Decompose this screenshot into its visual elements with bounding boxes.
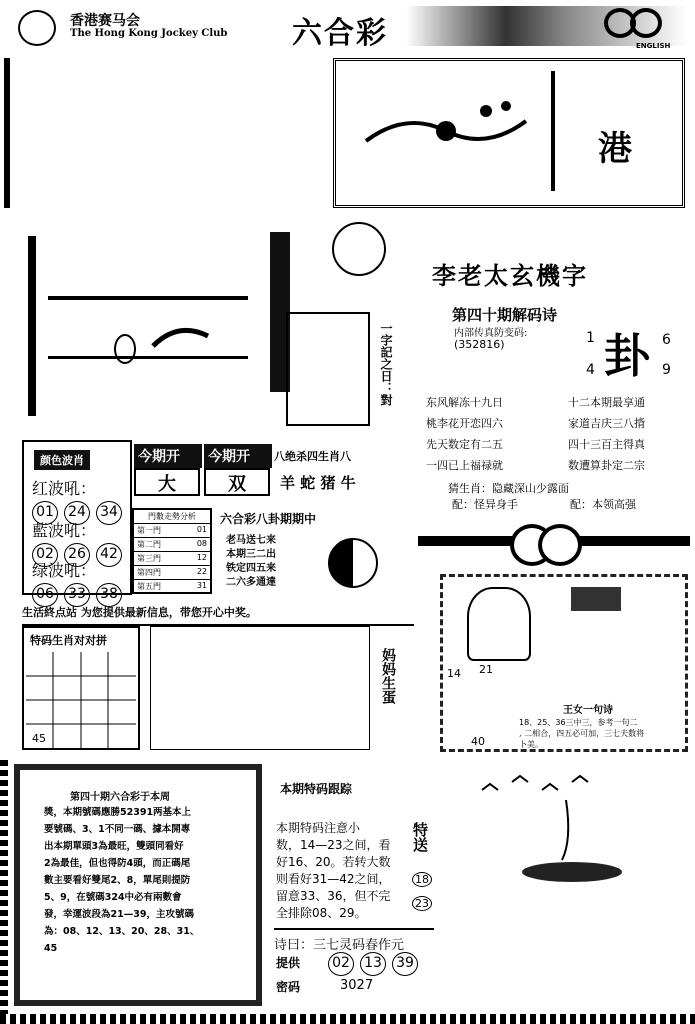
line-right-3: 四十三百主得真 xyxy=(568,438,645,451)
mom-text-box xyxy=(150,626,370,750)
frame-left-top xyxy=(4,58,10,208)
current-pair: 双 xyxy=(204,468,270,496)
sixty-line: 2為最佳，但也得防4頭，而正碼尾 xyxy=(44,858,191,869)
egg xyxy=(114,334,136,364)
sixty-line: 45 xyxy=(44,943,58,954)
poem-line: 卜美。 xyxy=(519,740,543,749)
zodiac-list: 羊 蛇 猪 牛 xyxy=(280,474,356,492)
ball: 06 xyxy=(32,583,58,607)
special-panel xyxy=(266,764,442,1014)
poem-box-lines xyxy=(519,717,685,750)
special-line: 好16、20。若转大数 xyxy=(276,855,391,869)
analysis-row-val: 08 xyxy=(196,539,207,548)
mom-title: 妈妈生蛋 xyxy=(380,648,396,704)
club-name-cn: 香港赛马会 xyxy=(70,13,140,29)
analysis-row-val: 22 xyxy=(196,567,207,576)
pair-grid-title: 特码生肖对对拼 xyxy=(30,634,107,647)
laoxuan-panel xyxy=(418,252,690,495)
analysis-row-val: 12 xyxy=(196,553,207,562)
provide-balls xyxy=(328,952,424,976)
sixty-line: 出本期單頭3為最旺，雙頭同看好 xyxy=(44,841,184,852)
poem-box-title: 王女一句诗 xyxy=(563,705,613,716)
sixty-line: 要號碼、3、1不同一碼、據本開專 xyxy=(44,824,191,835)
line-left-3: 先天数定有二五 xyxy=(426,438,503,451)
analysis-table xyxy=(132,508,212,594)
num-bl: 4 xyxy=(586,362,595,378)
sixty-title: 第四十期六合彩于本周 xyxy=(70,792,170,803)
special-title: 本期特码跟踪 xyxy=(280,782,353,796)
special-line: 全排除08、29。 xyxy=(276,906,367,920)
tiger-icon xyxy=(571,587,621,611)
guess-line: 猜生肖：隐藏深山少露面 xyxy=(448,482,569,495)
jockey-club-logo xyxy=(18,10,56,46)
laoxuan-lines-left xyxy=(426,392,503,476)
sixty-lines xyxy=(44,804,244,957)
sixty-line: 為：08、12、13、20、28、31、 xyxy=(44,926,200,937)
portrait xyxy=(467,587,531,661)
poem-line: 18、25、36三中三，参考一句二 xyxy=(519,718,638,727)
analysis-row xyxy=(134,580,210,593)
provide-label: 提供 xyxy=(276,956,301,970)
current-panel xyxy=(132,440,412,500)
laoxuan-code: (352816) xyxy=(454,338,505,351)
ledge-lower xyxy=(48,356,248,359)
special-line: 留意33、36，但不完 xyxy=(276,889,391,903)
special-line: 则看好31—42之间， xyxy=(276,872,391,886)
scroll xyxy=(286,312,370,426)
header xyxy=(0,0,695,52)
left-post xyxy=(28,236,36,416)
num-tl: 1 xyxy=(586,330,595,346)
analysis-row-label: 第五門 xyxy=(137,582,161,591)
trigram-line: 本期三二出 xyxy=(226,549,276,560)
current-label-1: 今期开 xyxy=(134,444,202,468)
pair-grid xyxy=(22,626,140,750)
special-lines xyxy=(276,820,408,922)
sixty-line: 5、9，在號碼324中必有兩數會 xyxy=(44,892,182,903)
analysis-row-label: 第一門 xyxy=(137,526,161,535)
secret-label: 密码 xyxy=(276,980,301,994)
taiji-icon xyxy=(328,538,378,588)
ledge xyxy=(48,296,248,300)
fortune-vertical: 一字記之日：對 xyxy=(379,322,393,406)
page-title: 六合彩 xyxy=(292,16,388,51)
corner-num: 40 xyxy=(471,735,485,748)
ball: 26 xyxy=(64,543,90,567)
zodiac-title: 八绝杀四生肖八 xyxy=(274,450,351,463)
num-br: 9 xyxy=(662,362,671,378)
line-right-1: 十二本期最享通 xyxy=(568,396,645,409)
ball: 33 xyxy=(64,583,90,607)
trigram-line: 二六多通達 xyxy=(226,577,276,588)
current-big: 大 xyxy=(134,468,200,496)
english-label: ENGLISH xyxy=(636,42,671,50)
special-side-label: 特送 xyxy=(411,822,429,852)
ring xyxy=(538,524,582,566)
num-tr: 6 xyxy=(662,332,671,348)
birds-picture xyxy=(442,760,678,890)
line-right-4: 数遭算卦定二宗 xyxy=(568,459,645,472)
ball: 02 xyxy=(328,952,354,976)
trigram-lines xyxy=(226,534,276,590)
line-right-2: 家道吉庆三八揹 xyxy=(568,417,645,430)
ball: 34 xyxy=(96,501,122,525)
analysis-title: 門數走勢分析 xyxy=(134,510,210,524)
mid-rings xyxy=(418,520,690,564)
pig-panel xyxy=(262,222,412,432)
laoxuan-lines-right xyxy=(568,392,645,476)
trigram-line: 老马送七来 xyxy=(226,535,276,546)
wave-label-blue: 藍波吼： xyxy=(32,521,97,540)
left-border xyxy=(0,760,8,1014)
special-line: 本期特码注意小 xyxy=(276,821,361,835)
wave-label-red: 红波吼： xyxy=(32,479,97,498)
club-name-en: The Hong Kong Jockey Club xyxy=(70,28,228,39)
analysis-row-label: 第四門 xyxy=(137,568,161,577)
laoxuan-title: 李老太玄機字 xyxy=(432,262,588,290)
laoxuan-note: 内部传真防变码: xyxy=(454,328,528,339)
pig-icon xyxy=(332,222,386,276)
current-label-2: 今期开 xyxy=(204,444,272,468)
match-left: 配：怪异身手 xyxy=(452,498,518,511)
ball: 02 xyxy=(32,543,58,567)
plum-blossom-art xyxy=(346,71,546,191)
snake-picture xyxy=(18,236,248,416)
life-banner: 生活終点站 为您提供最新信息，带您开心中奖。 xyxy=(22,604,414,626)
gang-banner xyxy=(333,58,685,208)
analysis-row-val: 01 xyxy=(196,525,207,534)
special-side-num: 18 xyxy=(412,872,432,887)
color-wave-title: 颜色波肖 xyxy=(34,450,90,470)
ball: 01 xyxy=(32,501,58,525)
ball: 24 xyxy=(64,501,90,525)
line-left-4: 一四已上福禄就 xyxy=(426,459,503,472)
special-side-num: 23 xyxy=(412,896,432,911)
special-poem: 诗曰：三七灵码春作元 xyxy=(274,928,434,953)
grid-num: 45 xyxy=(32,732,46,745)
big-char: 卦 xyxy=(604,329,650,383)
corner-num: 21 xyxy=(479,663,493,676)
ball: 38 xyxy=(96,583,122,607)
banner-char: 港 xyxy=(598,129,632,169)
vertical-divider xyxy=(551,71,555,191)
sixty-panel xyxy=(14,764,262,1006)
analysis-row xyxy=(134,552,210,566)
wave-row-green xyxy=(32,558,128,607)
ball: 42 xyxy=(96,543,122,567)
trigram-title: 六合彩八卦期期中 xyxy=(220,512,317,526)
sixty-line: 發，幸運波段為21—39，主攻號碼 xyxy=(44,909,194,920)
birds-art xyxy=(442,760,678,890)
color-wave-panel xyxy=(22,440,132,602)
ring-right xyxy=(630,8,662,38)
sixty-line: 數主要看好雙尾2、8，單尾則提防 xyxy=(44,875,191,886)
match-right: 配：本领高强 xyxy=(570,498,636,511)
sixty-line: 獎，本期號碼應勝52391两基本上 xyxy=(44,807,192,818)
special-line: 数，14—23之间，看 xyxy=(276,838,391,852)
line-left-1: 东风解冻十九日 xyxy=(426,396,503,409)
corner-num: 14 xyxy=(447,667,461,680)
analysis-row xyxy=(134,538,210,552)
lizard-icon xyxy=(148,316,218,356)
bottom-border xyxy=(0,1014,695,1024)
analysis-row-val: 31 xyxy=(196,581,207,590)
secret-code: 3027 xyxy=(340,978,374,993)
poem-line: , 二相合，四五必可加，三七夫数将 xyxy=(519,729,645,738)
mark-six-logo xyxy=(604,8,674,40)
wave-label-green: 绿波吼： xyxy=(32,561,97,580)
analysis-row xyxy=(134,524,210,538)
trigram-line: 铁定四五来 xyxy=(226,563,276,574)
laoxuan-subtitle: 第四十期解码诗 xyxy=(452,306,558,324)
ball: 13 xyxy=(360,952,386,976)
poem-box xyxy=(440,574,688,752)
analysis-row xyxy=(134,566,210,580)
trigram-panel xyxy=(216,508,412,596)
analysis-row-label: 第三門 xyxy=(137,554,161,563)
ball: 39 xyxy=(392,952,418,976)
line-left-2: 桃李花开恋四六 xyxy=(426,417,503,430)
analysis-row-label: 第二門 xyxy=(137,540,161,549)
